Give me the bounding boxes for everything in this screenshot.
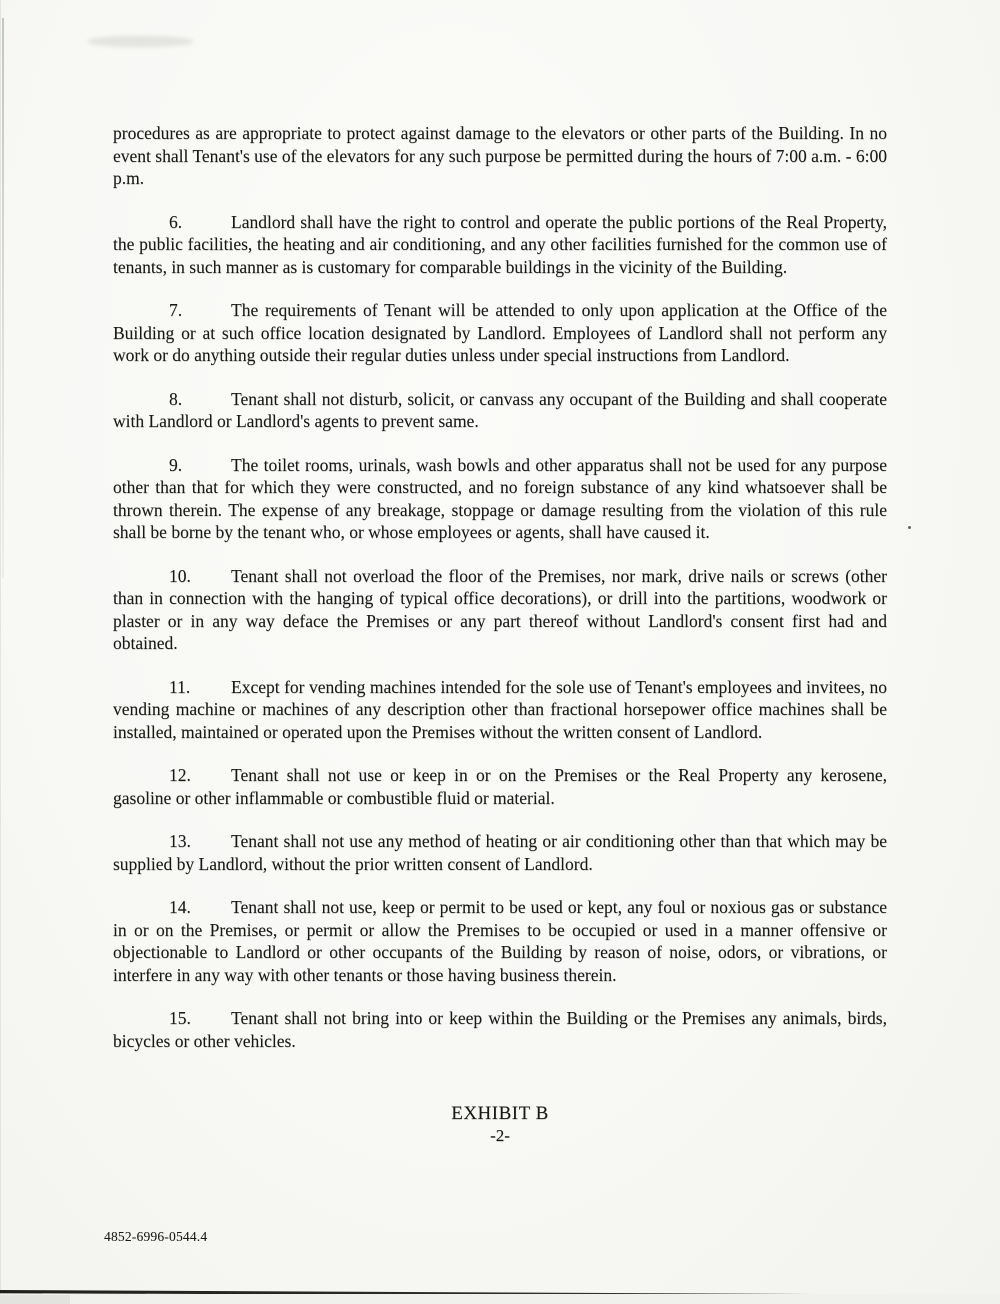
paragraph-number: 14. xyxy=(169,897,191,917)
scan-left-hairline xyxy=(0,0,1,1304)
paragraph-text: Tenant shall not disturb, solicit, or canvass any occupant of the Building and shall cooperate with Landlord or Landlord's agents to prevent same. xyxy=(113,388,887,431)
rule-paragraph-7 xyxy=(113,299,887,367)
rule-paragraph-10 xyxy=(113,565,887,655)
paragraph-text: Tenant shall not use any method of heating or air conditioning other than that which may be supplied by Landlord, without the prior written consent of Landlord. xyxy=(113,831,887,874)
paragraph-number: 12. xyxy=(169,765,191,785)
paragraph-number: 7. xyxy=(169,300,183,320)
paragraph-number: 10. xyxy=(169,565,191,586)
scan-top-smudge xyxy=(88,36,193,47)
rule-paragraph-15 xyxy=(113,1007,887,1052)
paragraph-number: 6. xyxy=(169,211,183,232)
paragraph-number: 15. xyxy=(169,1008,191,1028)
rule-paragraph-12 xyxy=(113,764,887,809)
rule-paragraph-13 xyxy=(113,830,887,875)
page-footer xyxy=(113,1102,887,1147)
paragraph-text: Landlord shall have the right to control and operate the public portions of the Real Property, the public facilities, the heating and air conditioning, and any other facilities furnished for the common use of tenants, in such manner as is customary for comparable buildings in the vicinity of the Building. xyxy=(113,211,887,277)
paragraph-number: 9. xyxy=(169,454,183,475)
paragraph-number: 13. xyxy=(169,831,191,851)
paragraph-number: 8. xyxy=(169,388,183,409)
scan-below-edge-strip xyxy=(0,1294,1000,1304)
paragraph-text: Tenant shall not bring into or keep within the Building or the Premises any animals, birds, bicycles or other vehicles. xyxy=(113,1008,887,1051)
scan-left-edge-streak xyxy=(2,18,4,578)
paragraph-text: Tenant shall not use, keep or permit to be used or kept, any foul or noxious gas or substance in or on the Premises, or permit or allow the Premises to be occupied or used in a manner offensive or objectionable to Landlord or other occupants of the Building by reason of noise, odors, or vibrations, or interfere in any way with other tenants or those having business therein. xyxy=(113,897,887,985)
paragraph-number: 11. xyxy=(169,676,191,697)
rule-paragraph-6 xyxy=(113,211,887,279)
rule-paragraph-14 xyxy=(113,896,887,986)
rule-paragraph-8 xyxy=(113,388,887,433)
scan-below-edge-corner xyxy=(0,1295,70,1304)
document-body xyxy=(113,122,887,1147)
document-control-number: 4852-6996-0544.4 xyxy=(104,1229,208,1244)
rule-paragraph-11 xyxy=(113,676,887,744)
rule-paragraph-9 xyxy=(113,454,887,544)
paragraph-text: Tenant shall not overload the floor of the Premises, nor mark, drive nails or screws (other than in connection with the hanging of typical office decorations), or drill into the partitions, woodwork or plaster or in any way deface the Premises or any part thereof without Landlord's consent first had and obtained. xyxy=(113,565,887,653)
paragraph-text: The requirements of Tenant will be attended to only upon application at the Office of the Building or at such office location designated by Landlord. Employees of Landlord shall not perform any work or do anything outside their regular duties unless under special instructions from Landlord. xyxy=(113,300,887,365)
paragraph-text: The toilet rooms, urinals, wash bowls and other apparatus shall not be used for any purpose other than that for which they were constructed, and no foreign substance of any kind whatsoever shall be thrown therein. The expense of any breakage, stoppage or damage resulting from the violation of this rule shall be borne by the tenant who, or whose employees or agents, shall have caused it. xyxy=(113,454,887,542)
paragraph-text: Except for vending machines intended for the sole use of Tenant's employees and invitees, no vending machine or machines of any description other than fractional horsepower office machines shall be installed, maintained or operated upon the Premises without the written consent of Landlord. xyxy=(113,676,887,742)
paragraph-text: Tenant shall not use or keep in or on the Premises or the Real Property any kerosene, gasoline or other inflammable or combustible fluid or material. xyxy=(113,765,887,808)
intro-paragraph: procedures as are appropriate to protect against damage to the elevators or other parts of the Building. In no event shall Tenant's use of the elevators for any such purpose be permitted during the hours of 7:00 a.m. - 6:00 p.m. xyxy=(113,123,887,188)
scan-speck xyxy=(908,526,911,529)
exhibit-label: EXHIBIT B xyxy=(451,1103,549,1124)
page-number: -2- xyxy=(490,1126,510,1145)
